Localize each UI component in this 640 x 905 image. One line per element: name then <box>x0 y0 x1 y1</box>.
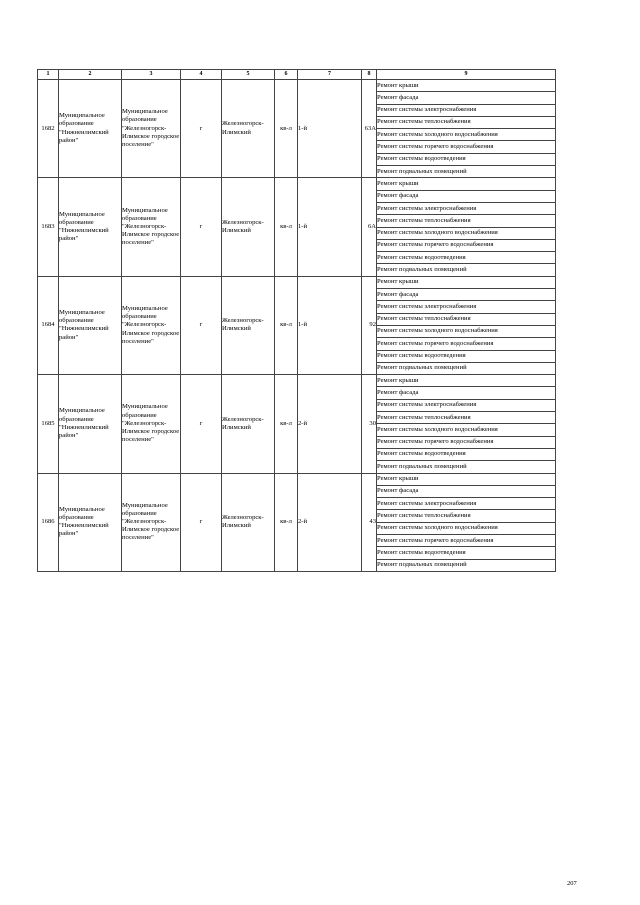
work-type-cell: Ремонт фасада <box>377 190 556 202</box>
work-type-cell: Ремонт системы теплоснабжения <box>377 116 556 128</box>
settlement-cell: Муниципальное образование "Железногорск-Илимское городское поселение" <box>122 276 181 374</box>
work-type-cell: Ремонт подвальных помещений <box>377 264 556 276</box>
settlement-type-cell: г <box>181 473 222 571</box>
house-number-cell: 6А <box>362 178 377 276</box>
house-number-cell: 63А <box>362 80 377 178</box>
district-cell: Муниципальное образование "Нижнеилимский район" <box>59 80 122 178</box>
city-cell: Железногорск-Илимский <box>222 473 275 571</box>
col-header: 4 <box>181 70 222 80</box>
work-type-cell: Ремонт подвальных помещений <box>377 461 556 473</box>
work-type-cell: Ремонт системы теплоснабжения <box>377 510 556 522</box>
work-type-cell: Ремонт системы водоотведения <box>377 153 556 165</box>
district-cell: Муниципальное образование "Нижнеилимский район" <box>59 276 122 374</box>
work-type-cell: Ремонт системы электроснабжения <box>377 301 556 313</box>
work-type-cell: Ремонт системы водоотведения <box>377 350 556 362</box>
house-number-cell: 43 <box>362 473 377 571</box>
settlement-type-cell: г <box>181 375 222 473</box>
work-type-cell: Ремонт системы теплоснабжения <box>377 215 556 227</box>
work-type-cell: Ремонт системы холодного водоснабжения <box>377 227 556 239</box>
col-header: 3 <box>122 70 181 80</box>
street-type-cell: кв-л <box>275 80 298 178</box>
work-type-cell: Ремонт системы холодного водоснабжения <box>377 522 556 534</box>
settlement-cell: Муниципальное образование "Железногорск-Илимское городское поселение" <box>122 375 181 473</box>
city-cell: Железногорск-Илимский <box>222 178 275 276</box>
table-row <box>38 375 556 387</box>
street-cell: 2-й <box>298 375 362 473</box>
work-type-cell: Ремонт системы теплоснабжения <box>377 313 556 325</box>
work-type-cell: Ремонт системы электроснабжения <box>377 399 556 411</box>
district-cell: Муниципальное образование "Нижнеилимский район" <box>59 473 122 571</box>
district-cell: Муниципальное образование "Нижнеилимский район" <box>59 178 122 276</box>
work-type-cell: Ремонт системы водоотведения <box>377 547 556 559</box>
work-type-cell: Ремонт системы горячего водоснабжения <box>377 534 556 546</box>
col-header: 5 <box>222 70 275 80</box>
table-row <box>38 473 556 485</box>
work-type-cell: Ремонт фасада <box>377 289 556 301</box>
register-table <box>37 69 556 572</box>
house-number-cell: 30 <box>362 375 377 473</box>
work-type-cell: Ремонт системы электроснабжения <box>377 498 556 510</box>
work-type-cell: Ремонт крыши <box>377 80 556 92</box>
work-type-cell: Ремонт фасада <box>377 92 556 104</box>
record-number: 1683 <box>38 178 59 276</box>
record-number: 1684 <box>38 276 59 374</box>
col-header: 1 <box>38 70 59 80</box>
col-header: 2 <box>59 70 122 80</box>
work-type-cell: Ремонт подвальных помещений <box>377 362 556 374</box>
settlement-type-cell: г <box>181 276 222 374</box>
work-type-cell: Ремонт системы холодного водоснабжения <box>377 424 556 436</box>
header-row <box>38 70 556 80</box>
page-number: 207 <box>567 880 577 887</box>
settlement-cell: Муниципальное образование "Железногорск-Илимское городское поселение" <box>122 80 181 178</box>
street-cell: 1-й <box>298 80 362 178</box>
table-row <box>38 80 556 92</box>
street-type-cell: кв-л <box>275 178 298 276</box>
work-type-cell: Ремонт крыши <box>377 473 556 485</box>
settlement-cell: Муниципальное образование "Железногорск-Илимское городское поселение" <box>122 473 181 571</box>
record-number: 1686 <box>38 473 59 571</box>
work-type-cell: Ремонт подвальных помещений <box>377 166 556 178</box>
work-type-cell: Ремонт системы холодного водоснабжения <box>377 129 556 141</box>
table-row <box>38 276 556 288</box>
street-type-cell: кв-л <box>275 473 298 571</box>
house-number-cell: 92 <box>362 276 377 374</box>
work-type-cell: Ремонт фасада <box>377 387 556 399</box>
work-type-cell: Ремонт системы горячего водоснабжения <box>377 338 556 350</box>
street-cell: 1-й <box>298 276 362 374</box>
street-type-cell: кв-л <box>275 375 298 473</box>
work-type-cell: Ремонт системы горячего водоснабжения <box>377 141 556 153</box>
work-type-cell: Ремонт системы холодного водоснабжения <box>377 325 556 337</box>
street-cell: 1-й <box>298 178 362 276</box>
settlement-type-cell: г <box>181 80 222 178</box>
city-cell: Железногорск-Илимский <box>222 80 275 178</box>
work-type-cell: Ремонт системы электроснабжения <box>377 202 556 214</box>
settlement-cell: Муниципальное образование "Железногорск-Илимское городское поселение" <box>122 178 181 276</box>
settlement-type-cell: г <box>181 178 222 276</box>
work-type-cell: Ремонт системы теплоснабжения <box>377 412 556 424</box>
table-row <box>38 178 556 190</box>
record-number: 1682 <box>38 80 59 178</box>
work-type-cell: Ремонт крыши <box>377 276 556 288</box>
col-header: 7 <box>298 70 362 80</box>
street-cell: 2-й <box>298 473 362 571</box>
col-header: 6 <box>275 70 298 80</box>
work-type-cell: Ремонт крыши <box>377 178 556 190</box>
city-cell: Железногорск-Илимский <box>222 375 275 473</box>
col-header: 9 <box>377 70 556 80</box>
district-cell: Муниципальное образование "Нижнеилимский район" <box>59 375 122 473</box>
city-cell: Железногорск-Илимский <box>222 276 275 374</box>
work-type-cell: Ремонт подвальных помещений <box>377 559 556 571</box>
work-type-cell: Ремонт системы горячего водоснабжения <box>377 239 556 251</box>
col-header: 8 <box>362 70 377 80</box>
record-number: 1685 <box>38 375 59 473</box>
work-type-cell: Ремонт крыши <box>377 375 556 387</box>
work-type-cell: Ремонт фасада <box>377 485 556 497</box>
work-type-cell: Ремонт системы электроснабжения <box>377 104 556 116</box>
street-type-cell: кв-л <box>275 276 298 374</box>
work-type-cell: Ремонт системы водоотведения <box>377 252 556 264</box>
work-type-cell: Ремонт системы водоотведения <box>377 448 556 460</box>
work-type-cell: Ремонт системы горячего водоснабжения <box>377 436 556 448</box>
